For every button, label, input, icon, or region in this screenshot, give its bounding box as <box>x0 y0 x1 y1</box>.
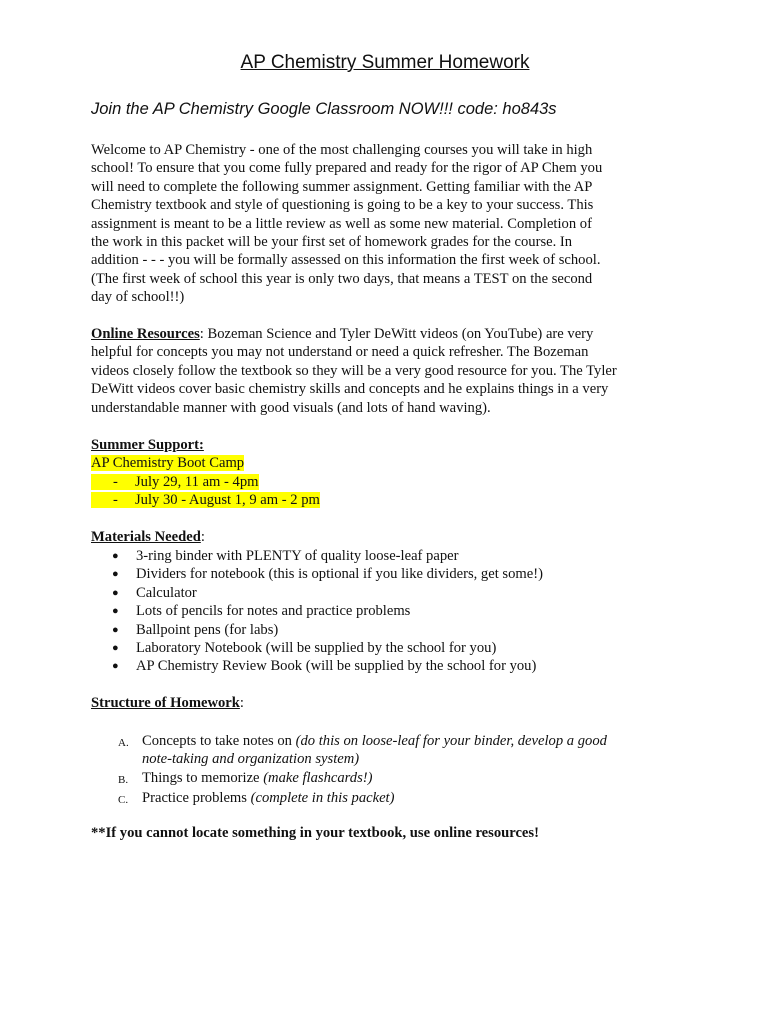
item-label: Things to memorize <box>142 769 264 786</box>
list-item-text: 3-ring binder with PLENTY of quality loose-leaf paper <box>136 548 459 564</box>
list-item <box>112 639 543 657</box>
list-item <box>118 789 607 809</box>
bullet-icon: ● <box>112 605 119 618</box>
online-resources-line: videos closely follow the textbook so they will be a very good resource for you. The Tyler <box>91 362 617 379</box>
welcome-line: school! To ensure that you come fully prepared and ready for the rigor of AP Chem you <box>91 160 603 177</box>
online-resources-text: : Bozeman Science and Tyler DeWitt videos (on YouTube) are very <box>199 326 594 342</box>
bullet-icon: ● <box>112 660 119 673</box>
dash-marker: - <box>113 473 118 490</box>
list-item <box>112 657 543 675</box>
boot-camp-date-text: July 29, 11 am - 4pm <box>135 473 259 490</box>
list-item <box>118 732 607 769</box>
bullet-icon: ● <box>112 586 119 599</box>
structure-colon: : <box>239 695 244 711</box>
materials-heading: Materials Needed <box>91 529 201 545</box>
welcome-line: addition - - - you will be formally assessed on this information the first week of school. <box>91 252 601 269</box>
list-item <box>112 547 543 565</box>
list-item-text: Laboratory Notebook (will be supplied by the school for you) <box>136 640 497 657</box>
list-item <box>118 769 607 789</box>
summer-support-section <box>91 436 691 510</box>
classroom-code-line: Join the AP Chemistry Google Classroom NOW!!! code: ho843s <box>91 100 557 118</box>
welcome-line: the work in this packet will be your first set of homework grades for the course. In <box>91 234 573 251</box>
online-resources-line: helpful for concepts you may not understand or need a quick refresher. The Bozeman <box>91 344 589 361</box>
item-note-continued: note-taking and organization system) <box>142 751 360 768</box>
bullet-icon: ● <box>112 550 119 562</box>
final-note: **If you cannot locate something in your textbook, use online resources! <box>91 825 539 841</box>
boot-camp-line <box>91 454 691 472</box>
list-item <box>112 621 543 639</box>
online-resources-line: DeWitt videos cover basic chemistry skills and concepts and he explains things in a very <box>91 381 609 398</box>
item-label: Concepts to take notes on <box>142 733 296 749</box>
online-resources-heading: Online Resources <box>91 326 200 342</box>
boot-camp-label: AP Chemistry Boot Camp <box>91 455 245 472</box>
welcome-line: Welcome to AP Chemistry - one of the most challenging courses you will take in high <box>91 142 593 158</box>
list-item-text: Lots of pencils for notes and practice problems <box>136 603 411 620</box>
boot-camp-date-text: July 30 - August 1, 9 am - 2 pm <box>135 492 320 509</box>
list-item-text: Ballpoint pens (for labs) <box>136 621 279 638</box>
welcome-line: assignment is meant to be a little review as well as some new material. Completion of <box>91 215 592 232</box>
bullet-icon: ● <box>112 642 119 655</box>
item-note: (do this on loose-leaf for your binder, develop a good <box>295 733 607 749</box>
structure-heading-line <box>91 694 691 712</box>
list-item-text: AP Chemistry Review Book (will be supplied by the school for you) <box>136 658 537 675</box>
online-resources-line: understandable manner with good visuals (and lots of hand waving). <box>91 399 491 416</box>
online-resources-first-line <box>91 325 691 343</box>
structure-heading: Structure of Homework <box>91 695 240 711</box>
list-item <box>112 565 543 583</box>
item-note: (make flashcards!) <box>263 769 373 786</box>
welcome-line: will need to complete the following summer assignment. Getting familiar with the AP <box>91 178 593 195</box>
summer-support-heading: Summer Support: <box>91 437 204 453</box>
welcome-line: (The first week of school this year is only two days, that means a TEST on the second <box>91 270 593 287</box>
boot-camp-date <box>91 473 691 491</box>
item-note: (complete in this packet) <box>250 790 395 807</box>
list-item <box>112 602 543 620</box>
structure-list <box>118 732 607 810</box>
materials-heading-line <box>91 528 691 546</box>
bullet-icon: ● <box>112 623 119 636</box>
list-item-text <box>142 732 607 769</box>
list-marker: B. <box>118 773 129 786</box>
bullet-icon: ● <box>112 568 119 581</box>
list-item <box>112 584 543 602</box>
list-item-text <box>142 789 394 809</box>
list-item-text: Calculator <box>136 584 197 601</box>
online-resources-section <box>91 325 691 417</box>
item-label: Practice problems <box>142 790 251 807</box>
welcome-paragraph <box>91 141 691 307</box>
page-title: AP Chemistry Summer Homework <box>240 52 530 73</box>
materials-colon: : <box>200 529 205 545</box>
list-item-text: Dividers for notebook (this is optional if you like dividers, get some!) <box>136 566 543 583</box>
list-marker: A. <box>118 737 129 749</box>
welcome-line: Chemistry textbook and style of questioning is going to be a key to your success. This <box>91 197 594 214</box>
list-item-text <box>142 769 372 789</box>
list-marker: C. <box>118 794 129 807</box>
boot-camp-date <box>91 491 691 509</box>
welcome-line: day of school!!) <box>91 289 185 306</box>
materials-list <box>112 547 543 676</box>
dash-marker: - <box>113 492 118 509</box>
